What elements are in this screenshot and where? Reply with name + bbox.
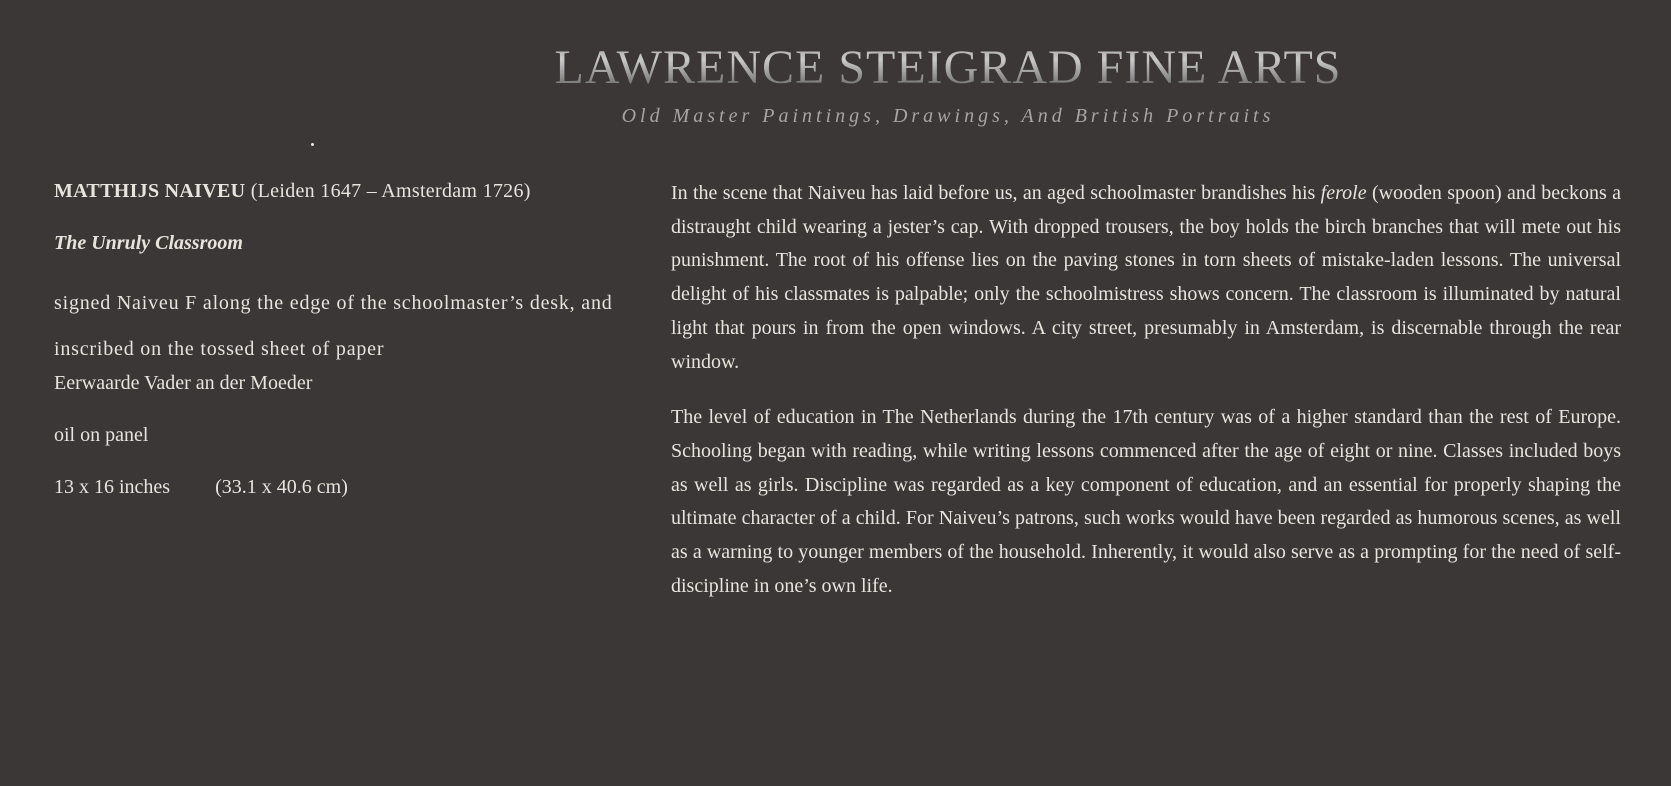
- signature-note: signed Naiveu F along the edge of the schoolmaster’s desk, and inscribed on the tossed sheet of paper: [54, 292, 613, 360]
- artwork-description: [671, 177, 1621, 625]
- description-paragraph-2: The level of education in The Netherlands during the 17th century was of a higher standard than the rest of Europe. Schooling began with reading, while writing lessons commenced after the age of eight or nine. Classes included boys as well as girls. Discipline was regarded as a key component of education, and an essential for properly shaping the ultimate character of a child. For Naiveu’s patrons, such works would have been regarded as humorous scenes, as well as a warning to younger members of the household. Inherently, it would also serve as a prompting for the need of self-discipline in one’s own life.: [671, 406, 1621, 597]
- site-title[interactable]: LAWRENCE STEIGRAD FINE ARTS: [548, 40, 1348, 96]
- artwork-details: [54, 176, 624, 502]
- inscription-text: Eerwaarde Vader an der Moeder: [54, 372, 313, 394]
- artist-line: [54, 176, 624, 206]
- artist-name: MATTHIJS NAIVEU: [54, 180, 246, 202]
- description-p1-start: In the scene that Naiveu has laid before us, an aged schoolmaster brandishes his: [671, 182, 1316, 204]
- dimensions: [54, 472, 624, 502]
- decorative-dot: [311, 143, 314, 146]
- artist-dates: (Leiden 1647 – Amsterdam 1726): [250, 180, 531, 202]
- medium-text: oil on panel: [54, 424, 149, 446]
- dimensions-inches: 13 x 16 inches: [54, 476, 171, 498]
- description-paragraph-1: [671, 177, 1621, 379]
- painting-title: The Unruly Classroom: [54, 232, 243, 254]
- dimensions-cm: (33.1 x 40.6 cm): [215, 476, 348, 498]
- site-subtitle: Old Master Paintings, Drawings, And British Portraits: [621, 105, 1275, 127]
- description-p1-italic: ferole: [1320, 182, 1367, 204]
- description-p1-end: (wooden spoon) and beckons a distraught child wearing a jester’s cap. With dropped trousers, the boy holds the birch branches that will mete out his punishment. The root of his offense lies on the paving stones in torn sheets of mistake-laden lessons. The universal delight of his classmates is palpable; only the schoolmistress shows concern. The classroom is illuminated by natural light that pours in from the open windows. A city street, presumably in Amsterdam, is discernable through the rear window.: [671, 182, 1622, 373]
